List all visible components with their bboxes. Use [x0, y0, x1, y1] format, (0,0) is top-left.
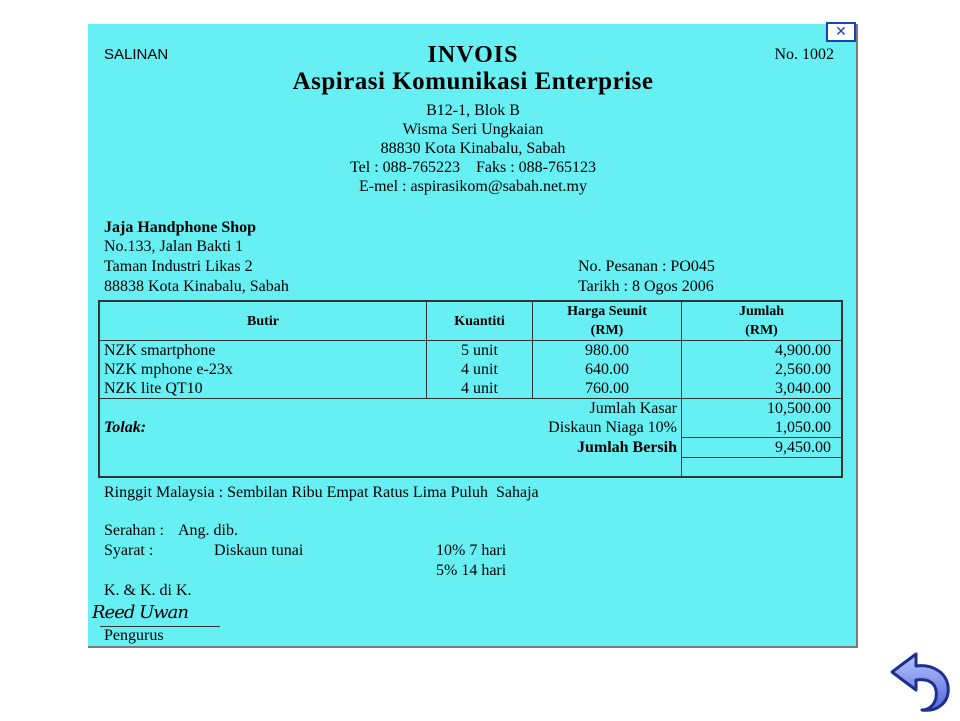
col-qty-header: Kuantiti [427, 301, 533, 341]
table-row [99, 379, 842, 399]
row-price: 640.00 [533, 360, 682, 379]
return-arrow-icon [886, 646, 956, 716]
gross-total-label: Jumlah Kasar [99, 399, 682, 419]
total-header-line-2: (RM) [745, 323, 778, 338]
gross-total-value: 10,500.00 [682, 399, 843, 419]
discount-label: Diskaun Niaga 10% [548, 419, 677, 437]
table-row [99, 360, 842, 379]
discount-row [99, 418, 842, 438]
items-table [98, 300, 843, 478]
net-total-row [99, 438, 842, 458]
customer-address-line-1: No.133, Jalan Bakti 1 [104, 238, 244, 255]
col-price-header [533, 301, 682, 341]
invoice-title: INVOIS [427, 42, 519, 68]
row-total: 4,900.00 [682, 341, 843, 361]
manager-signature: Reed Uwan [92, 602, 189, 623]
terms-cash-14-days: 5% 14 hari [436, 562, 507, 579]
order-number: No. Pesanan : PO045 [578, 258, 715, 275]
net-total-value: 9,450.00 [682, 438, 843, 458]
row-total: 2,560.00 [682, 360, 843, 379]
gross-total-row [99, 399, 842, 419]
company-address-line-2: Wisma Seri Ungkaian [402, 121, 544, 138]
company-address-line-3: 88830 Kota Kinabalu, Sabah [380, 140, 566, 157]
row-price: 980.00 [533, 341, 682, 361]
invoice-document [88, 24, 858, 648]
terms-label: Syarat : [104, 542, 154, 559]
customer-name: Jaja Handphone Shop [104, 219, 257, 236]
price-header-line-2: (RM) [590, 323, 624, 338]
col-total-header [682, 301, 843, 341]
discount-value: 1,050.00 [682, 418, 843, 438]
col-item-header: Butir [99, 301, 427, 341]
row-total: 3,040.00 [682, 379, 843, 399]
less-label: Tolak: [104, 419, 147, 437]
delivery-value: Ang. dib. [178, 522, 238, 539]
signatory-title: Pengurus [104, 627, 164, 644]
close-button[interactable] [826, 22, 856, 42]
company-address-line-1: B12-1, Blok B [426, 102, 520, 119]
terms-cash-7-days: 10% 7 hari [436, 542, 507, 559]
return-button[interactable] [886, 646, 956, 716]
table-header-row [99, 301, 842, 341]
company-name: Aspirasi Komunikasi Enterprise [292, 68, 654, 95]
row-qty: 4 unit [427, 360, 533, 379]
total-header-line-1: Jumlah [738, 304, 785, 319]
row-item: NZK smartphone [104, 342, 216, 359]
net-total-label: Jumlah Bersih [576, 439, 677, 456]
row-price: 760.00 [533, 379, 682, 399]
row-qty: 4 unit [427, 379, 533, 399]
amount-in-words: Ringgit Malaysia : Sembilan Ribu Empat Ratus Lima Puluh Sahaja [104, 484, 539, 501]
blank-row [99, 458, 842, 477]
company-email: E-mel : aspirasikom@sabah.net.my [358, 178, 587, 195]
close-icon: ✕ [835, 24, 847, 40]
row-qty: 5 unit [427, 341, 533, 361]
row-item: NZK mphone e-23x [104, 361, 233, 378]
row-item: NZK lite QT10 [104, 380, 203, 397]
errors-omissions-note: K. & K. di K. [104, 582, 192, 599]
customer-address-line-2: Taman Industri Likas 2 [104, 258, 253, 275]
delivery-label: Serahan : [104, 522, 164, 539]
copy-label: SALINAN [104, 46, 169, 63]
invoice-number: No. 1002 [774, 46, 834, 63]
customer-address-line-3: 88838 Kota Kinabalu, Sabah [104, 278, 289, 295]
company-phone-fax: Tel : 088-765223 Faks : 088-765123 [350, 159, 596, 176]
invoice-date: Tarikh : 8 Ogos 2006 [578, 278, 714, 295]
terms-value: Diskaun tunai [214, 542, 304, 559]
price-header-line-1: Harga Seunit [567, 304, 647, 319]
table-row [99, 341, 842, 361]
